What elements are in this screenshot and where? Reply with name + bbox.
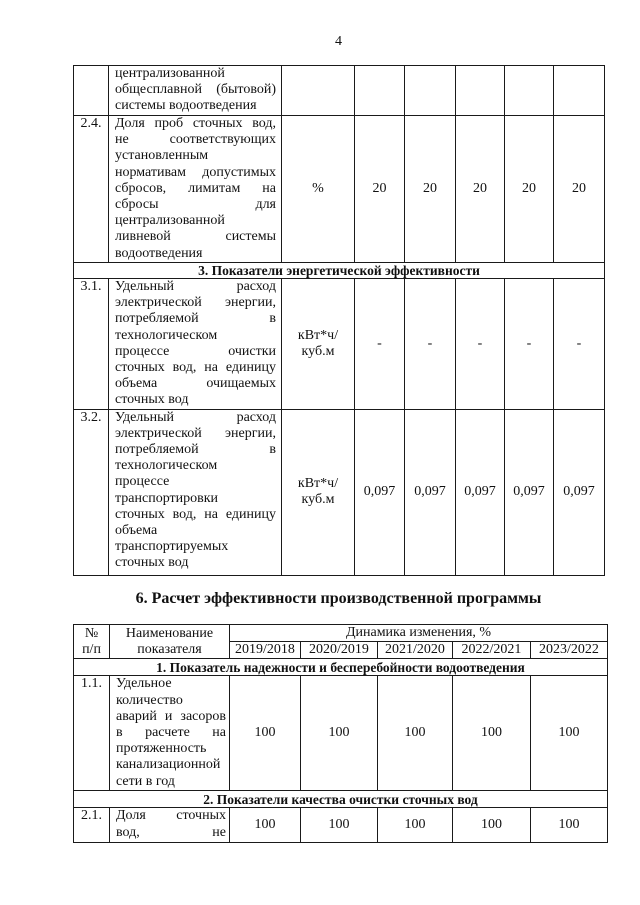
indicator-name-line: централизованной [115,213,225,229]
name-header-cell [110,625,230,659]
number-header-cell [74,625,110,659]
section-row [74,263,605,279]
value-cell: - [456,279,505,410]
year-header: 2020/2019 [301,642,378,659]
value-cell: 20 [505,116,554,263]
indicator-name-line: процессе [115,474,170,490]
unit-cell [282,116,355,263]
indicator-name-line: сточных вод, на единицу [115,506,276,522]
table-row [74,808,608,843]
value-cell: 100 [453,676,531,791]
dynamics-header: Динамика изменения, % [230,625,608,642]
value-cell: 0,097 [505,409,554,575]
value-cell: 0,097 [456,409,505,575]
value-cell: 100 [378,676,453,791]
value-cell: 20 [355,116,405,263]
indicator-name-cell [110,676,230,791]
unit-cell [282,66,355,116]
row-number: 3.2. [74,409,109,575]
section-row [74,791,608,808]
indicator-name-line: объема очищаемых [115,376,276,392]
row-number: 2.1. [74,808,110,843]
year-header: 2023/2022 [531,642,608,659]
unit-cell [282,279,355,410]
year-header: 2022/2021 [453,642,531,659]
value-cell: - [405,279,456,410]
indicator-name-line: общесплавной (бытовой) [115,82,276,98]
indicator-name-line: технологическом [115,458,218,474]
section-heading: 6. Расчет эффективности производственной программы [135,590,542,607]
value-cell: 100 [378,808,453,843]
value-cell: 100 [230,676,301,791]
value-cell: 0,097 [554,409,605,575]
indicator-name-line: сточных вод, на единицу [115,360,276,376]
value-cell: 0,097 [355,409,405,575]
indicator-name-line: потребляемой в [115,442,276,458]
name-header-line: Наименование [125,625,214,641]
value-cell [505,66,554,116]
indicator-name-cell [109,409,282,575]
indicator-name-line: аварий и засоров [116,708,226,724]
value-cell: 100 [301,808,378,843]
indicator-name-line: ливневой системы [115,229,276,245]
section-row [74,659,608,676]
value-cell [405,66,456,116]
table-row [74,66,605,116]
table-row [74,676,608,791]
value-cell [456,66,505,116]
section-title: 3. Показатели энергетической эффективности [74,263,605,279]
table-row [74,279,605,410]
unit-text: % [312,180,324,196]
row-number-cell [74,66,109,116]
indicator-name-line: Удельный расход [115,279,276,294]
year-header: 2019/2018 [230,642,301,659]
value-cell: 100 [531,676,608,791]
indicator-name-line: сточных вод [115,555,189,571]
value-cell: 20 [405,116,456,263]
indicator-name-line: канализационной [116,757,221,773]
value-cell: 100 [230,808,301,843]
year-header: 2021/2020 [378,642,453,659]
row-number: 1.1. [74,676,110,791]
value-cell: 100 [531,808,608,843]
row-number: 2.4. [74,116,109,263]
table-row [74,409,605,575]
indicator-name-line: сбросы для [115,197,276,213]
indicator-name-line: Удельный расход [115,409,276,425]
section-title: 2. Показатели качества очистки сточных вод [74,791,608,808]
number-header-line: п/п [82,641,101,657]
indicator-name-line: сбросов, лимитам на [115,180,276,196]
indicator-name-line: сточных вод [115,392,189,408]
indicator-name-line: электрической энергии, [115,425,276,441]
indicators-table-continued [73,65,605,576]
name-header-line: показателя [137,641,202,657]
indicator-name-line: нормативам допустимых [115,164,276,180]
indicator-name-line: транспортируемых [115,539,229,555]
value-cell: 0,097 [405,409,456,575]
table-row [74,116,605,263]
unit-text: куб.м [301,343,335,359]
indicator-name-line: транспортировки [115,490,219,506]
indicator-name-line: протяженность [116,741,207,757]
indicator-name-line: Доля проб сточных вод, [115,116,276,131]
number-header-line: № [84,625,99,641]
indicator-name-line: объема [115,523,158,539]
efficiency-calculation-table [73,624,608,843]
page-number: 4 [335,34,342,49]
indicator-name-cell [109,279,282,410]
value-cell: 20 [456,116,505,263]
value-cell [355,66,405,116]
indicator-name-line: процессе очистки [115,343,276,359]
indicator-name-line: потребляемой в [115,311,276,327]
indicator-name-line: системы водоотведения [115,98,257,114]
header-row [74,625,608,642]
indicator-name-line: не соответствующих [115,132,276,148]
indicator-name-line: централизованной [115,66,225,81]
indicator-name-line: Удельное [116,676,172,692]
unit-text: кВт*ч/ [297,475,339,491]
indicator-name-line: установленным [115,148,209,164]
value-cell: - [355,279,405,410]
unit-text: куб.м [301,492,335,508]
row-number: 3.1. [74,279,109,410]
indicator-name-line: в расчете на [116,725,226,741]
value-cell: - [505,279,554,410]
value-cell: 100 [301,676,378,791]
indicator-name-line: технологическом [115,327,218,343]
unit-cell [282,409,355,575]
indicator-name-line: водоотведения [115,245,203,261]
value-cell: 100 [453,808,531,843]
unit-text: кВт*ч/ [297,327,339,343]
indicator-name-line: электрической энергии, [115,295,276,311]
value-cell [554,66,605,116]
indicator-name-cell [110,808,230,843]
indicator-name-cell [109,116,282,263]
indicator-name-line: сети в год [116,773,175,789]
value-cell: 20 [554,116,605,263]
section-title: 1. Показатель надежности и бесперебойности водоотведения [74,659,608,676]
indicator-name-line: количество [116,692,183,708]
indicator-name-cell [109,66,282,116]
value-cell: - [554,279,605,410]
indicator-name-line: вод, не [116,824,226,840]
indicator-name-line: Доля сточных [116,808,226,824]
